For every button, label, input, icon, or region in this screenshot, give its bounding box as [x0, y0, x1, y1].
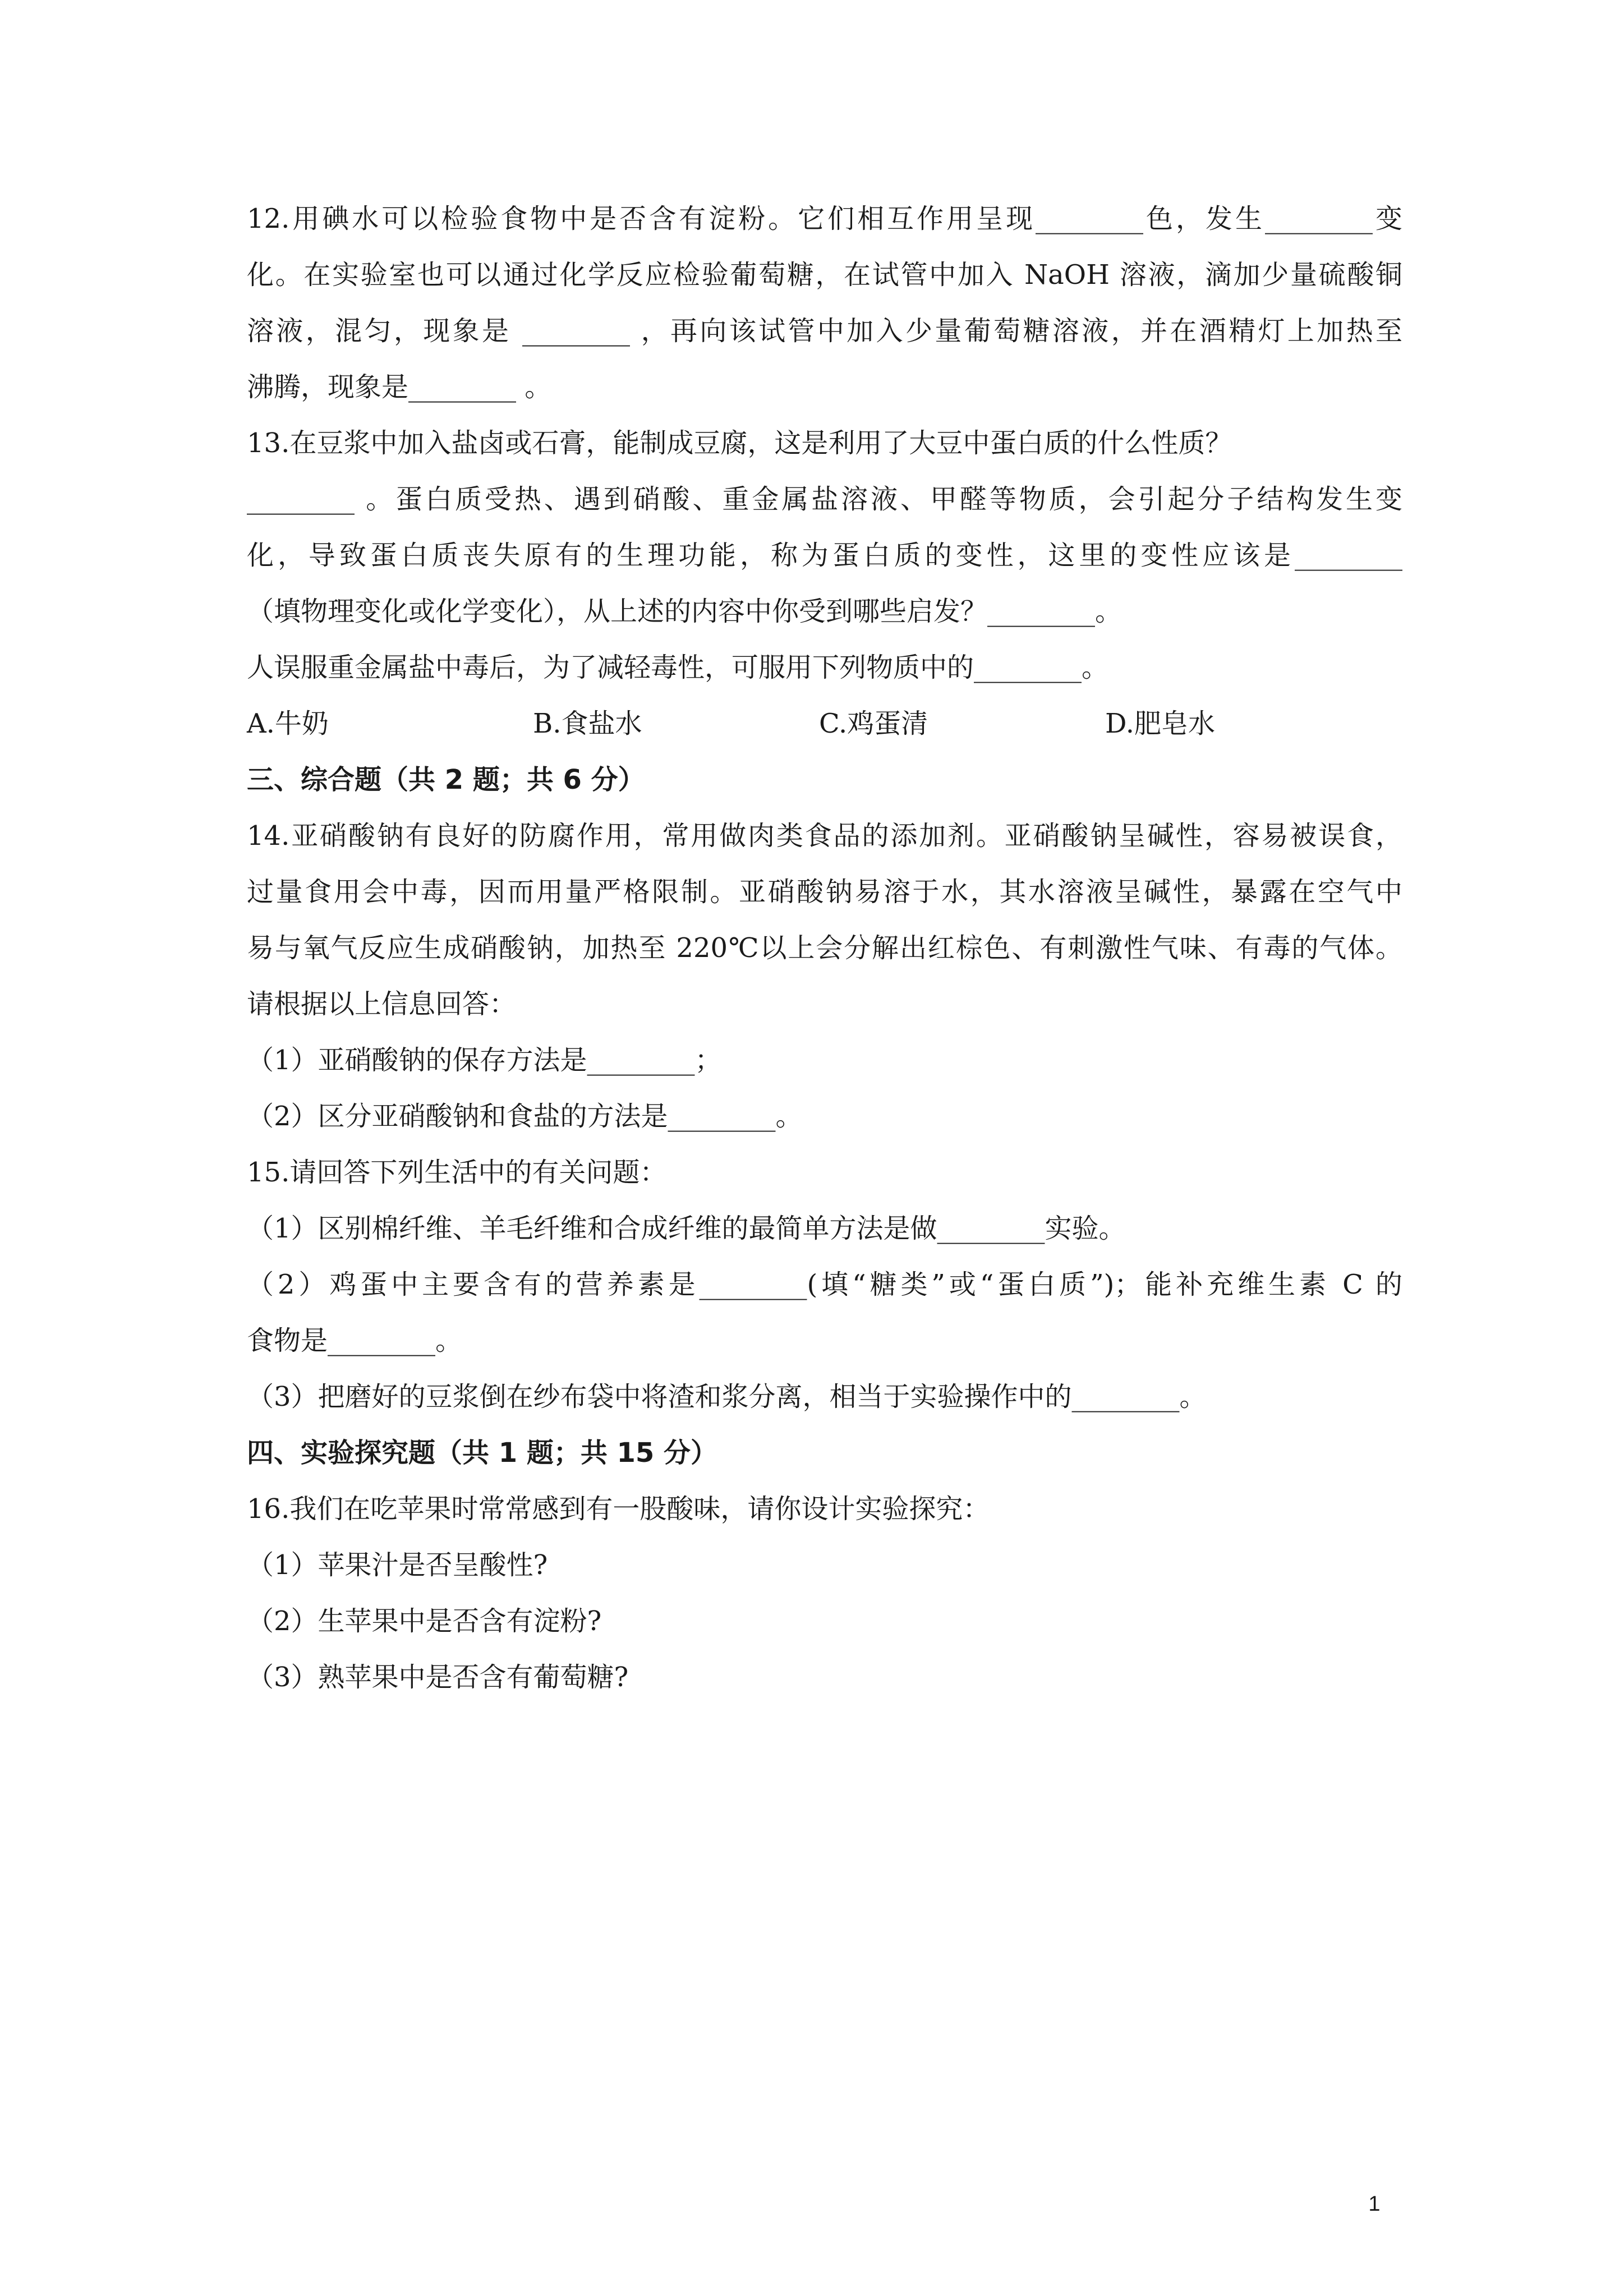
question-16 [247, 1481, 1402, 1705]
question-15-sub-2b: 食物是________。 [247, 1325, 463, 1356]
question-12 [247, 191, 1402, 415]
question-13-line-1: 13.在豆浆中加入盐卤或石膏，能制成豆腐，这是利用了大豆中蛋白质的什么性质？ [247, 427, 1232, 459]
question-12-line-1: 12.用碘水可以检验食物中是否含有淀粉。它们相互作用呈现________色，发生________变 [247, 203, 1402, 234]
option-a: A.牛奶 [247, 708, 329, 739]
question-14-sub-2: （2）区分亚硝酸钠和食盐的方法是________。 [247, 1101, 803, 1132]
question-14 [247, 808, 1402, 1144]
question-14-line-2: 过量食用会中毒，因而用量严格限制。亚硝酸钠易溶于水，其水溶液呈碱性，暴露在空气中 [247, 876, 1402, 908]
question-13-line-3: 化，导致蛋白质丧失原有的生理功能，称为蛋白质的变性，这里的变性应该是________ [247, 540, 1402, 571]
question-13 [247, 415, 1402, 752]
question-13-options [247, 696, 1402, 752]
page-number: 1 [1368, 2192, 1381, 2216]
question-15-sub-2a: （2）鸡蛋中主要含有的营养素是________(填“糖类”或“蛋白质”)；能补充维生素 C 的 [247, 1269, 1402, 1300]
option-d: D.肥皂水 [1105, 708, 1216, 739]
question-13-line-4: （填物理变化或化学变化），从上述的内容中你受到哪些启发？________。 [247, 596, 1122, 627]
question-14-sub-1: （1）亚硝酸钠的保存方法是________； [247, 1045, 722, 1076]
question-16-line-1: 16.我们在吃苹果时常常感到有一股酸味，请你设计实验探究： [247, 1493, 990, 1525]
question-15-sub-1: （1）区别棉纤维、羊毛纤维和合成纤维的最简单方法是做________实验。 [247, 1213, 1126, 1244]
page-content [247, 191, 1402, 1705]
question-15-line-1: 15.请回答下列生活中的有关问题： [247, 1157, 667, 1188]
option-c: C.鸡蛋清 [819, 708, 928, 739]
question-15-sub-3: （3）把磨好的豆浆倒在纱布袋中将渣和浆分离，相当于实验操作中的________。 [247, 1381, 1207, 1412]
option-b: B.食盐水 [533, 708, 642, 739]
question-12-line-4: 沸腾，现象是________ 。 [247, 371, 552, 403]
section-4-heading: 四、实验探究题（共 1 题；共 15 分） [247, 1437, 718, 1469]
question-16-sub-2: （2）生苹果中是否含有淀粉? [247, 1605, 602, 1637]
question-13-line-5: 人误服重金属盐中毒后，为了减轻毒性，可服用下列物质中的________。 [247, 652, 1109, 683]
question-12-line-2: 化。在实验室也可以通过化学反应检验葡萄糖，在试管中加入 NaOH 溶液，滴加少量硫酸铜 [247, 259, 1402, 291]
section-3-heading: 三、综合题（共 2 题；共 6 分） [247, 764, 645, 795]
question-16-sub-3: （3）熟苹果中是否含有葡萄糖? [247, 1662, 629, 1693]
question-12-line-3: 溶液，混匀，现象是 ________ ，再向该试管中加入少量葡萄糖溶液，并在酒精灯上加热至 [247, 315, 1402, 347]
question-14-line-3: 易与氧气反应生成硝酸钠，加热至 220℃以上会分解出红棕色、有刺激性气味、有毒的气体。 [247, 932, 1402, 964]
question-14-line-4: 请根据以上信息回答： [247, 988, 517, 1020]
question-16-sub-1: （1）苹果汁是否呈酸性? [247, 1549, 548, 1581]
question-14-line-1: 14.亚硝酸钠有良好的防腐作用，常用做肉类食品的添加剂。亚硝酸钠呈碱性，容易被误食， [247, 820, 1402, 852]
question-15 [247, 1144, 1402, 1425]
question-13-line-2: ________ 。蛋白质受热、遇到硝酸、重金属盐溶液、甲醛等物质，会引起分子结构发生变 [247, 484, 1402, 515]
